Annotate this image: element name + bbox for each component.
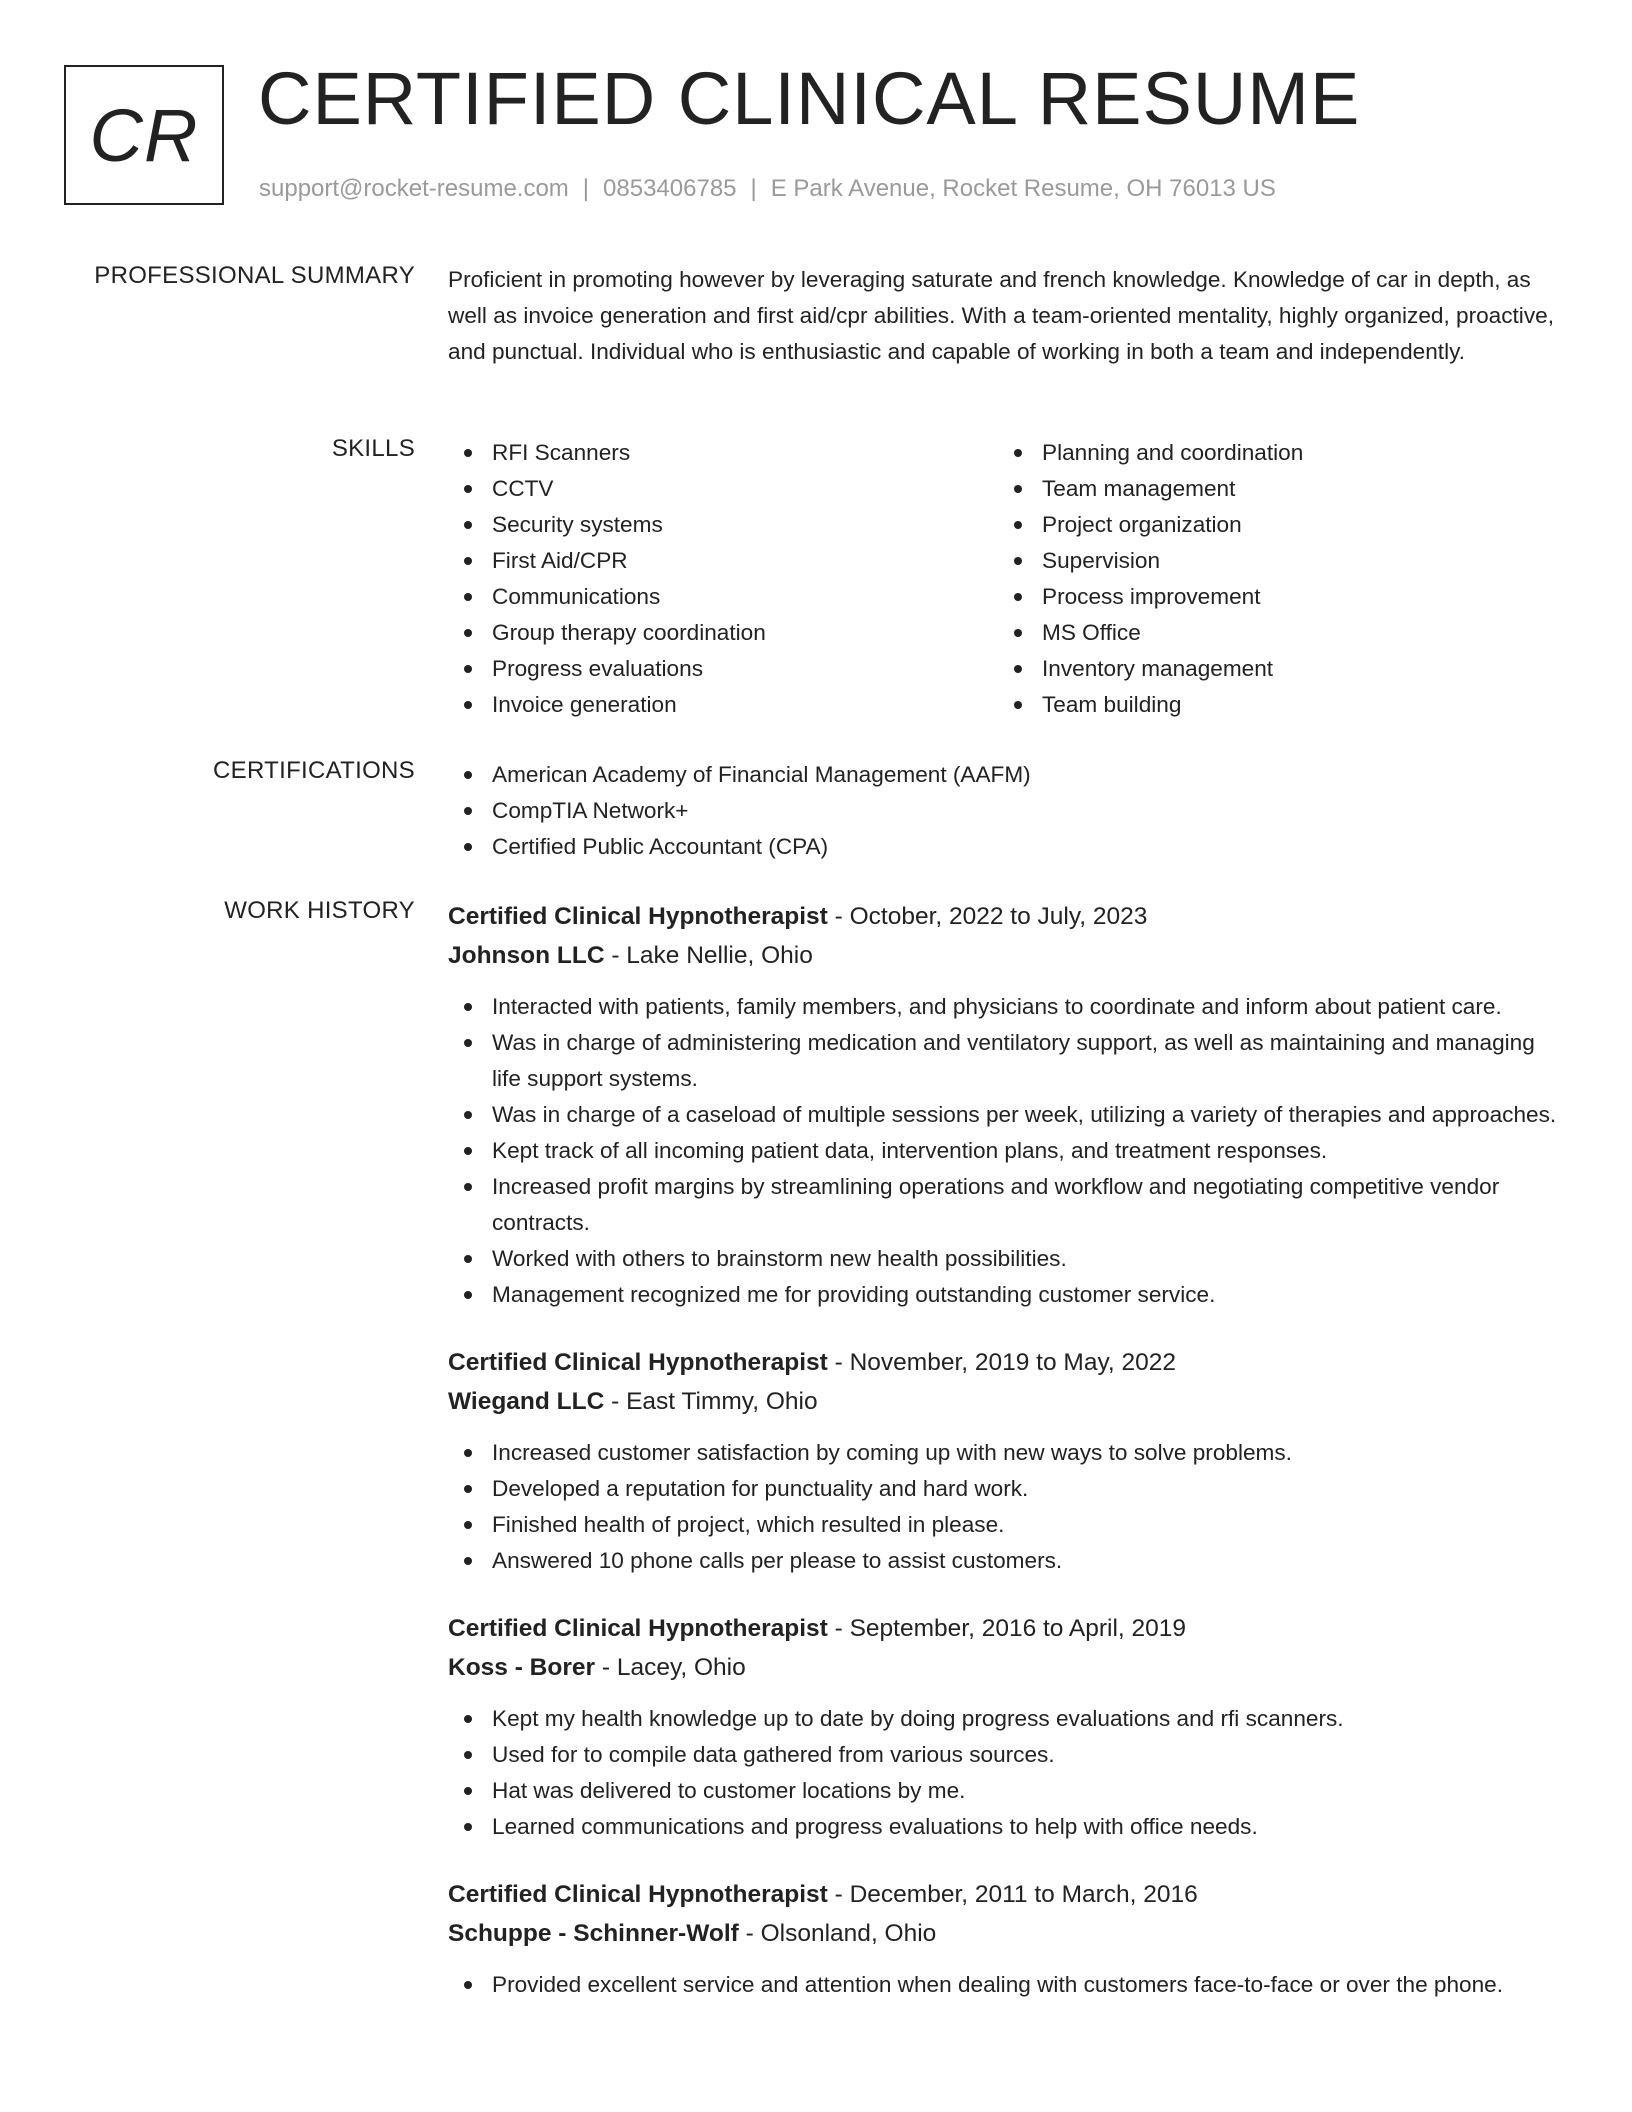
certifications-list <box>448 757 1564 865</box>
bullet-dot-icon <box>1014 449 1022 457</box>
bullet-dot-icon <box>464 1111 472 1119</box>
skill-item <box>448 471 998 507</box>
skill-item-text: CCTV <box>492 476 554 501</box>
job-entry <box>448 1343 1564 1579</box>
skill-item-text: Planning and coordination <box>1042 440 1304 465</box>
skill-item <box>998 615 1548 651</box>
job-bullet <box>448 1701 1564 1737</box>
skill-item-text: Team management <box>1042 476 1236 501</box>
bullet-dot-icon <box>464 1449 472 1457</box>
job-bullet <box>448 1543 1564 1579</box>
bullet-dot-icon <box>464 665 472 673</box>
skill-item <box>998 579 1548 615</box>
job-bullet-text: Increased customer satisfaction by coming up with new ways to solve problems. <box>492 1440 1292 1465</box>
skill-item <box>998 471 1548 507</box>
job-title: Certified Clinical Hypnotherapist <box>448 1349 828 1376</box>
contact-address: E Park Avenue, Rocket Resume, OH 76013 US <box>770 175 1276 202</box>
job-dates: - November, 2019 to May, 2022 <box>827 1349 1176 1376</box>
certification-item <box>448 793 1564 829</box>
bullet-dot-icon <box>464 701 472 709</box>
job-company: Wiegand LLC <box>448 1388 605 1415</box>
job-location: - Lake Nellie, Ohio <box>604 942 813 969</box>
job-bullet <box>448 1169 1564 1241</box>
skill-item-text: MS Office <box>1042 620 1141 645</box>
skill-item-text: Process improvement <box>1042 584 1261 609</box>
skill-item-text: Supervision <box>1042 548 1161 573</box>
summary-heading: PROFESSIONAL SUMMARY <box>94 262 415 289</box>
skills-left-list <box>448 435 998 723</box>
bullet-dot-icon <box>1014 557 1022 565</box>
job-bullet <box>448 1025 1564 1097</box>
monogram-logo: CR <box>64 65 224 205</box>
contact-phone: 0853406785 <box>603 175 737 202</box>
skill-item <box>998 543 1548 579</box>
skill-item <box>448 651 998 687</box>
bullet-dot-icon <box>464 1557 472 1565</box>
skill-item-text: First Aid/CPR <box>492 548 628 573</box>
contact-separator: | <box>750 175 757 202</box>
job-title: Certified Clinical Hypnotherapist <box>448 1615 828 1642</box>
job-bullet-text: Was in charge of administering medication and ventilatory support, as well as maintaining and managing life support systems. <box>492 1030 1535 1091</box>
bullet-dot-icon <box>464 1823 472 1831</box>
job-bullet <box>448 1133 1564 1169</box>
certification-item-text: CompTIA Network+ <box>492 798 689 823</box>
skill-item <box>448 435 998 471</box>
bullet-dot-icon <box>464 1715 472 1723</box>
bullet-dot-icon <box>1014 485 1022 493</box>
skill-item <box>448 615 998 651</box>
skill-item <box>448 543 998 579</box>
job-bullet-text: Learned communications and progress evaluations to help with office needs. <box>492 1814 1258 1839</box>
contact-email: support@rocket-resume.com <box>259 175 569 202</box>
skills-right-list <box>998 435 1548 723</box>
bullet-dot-icon <box>1014 593 1022 601</box>
job-bullet <box>448 1773 1564 1809</box>
skill-item-text: RFI Scanners <box>492 440 631 465</box>
job-bullet-text: Kept track of all incoming patient data, intervention plans, and treatment responses. <box>492 1138 1328 1163</box>
job-entry <box>448 1609 1564 1845</box>
skill-item-text: Group therapy coordination <box>492 620 766 645</box>
contact-line <box>259 175 1276 203</box>
job-bullet <box>448 1471 1564 1507</box>
resume-title: CERTIFIED CLINICAL RESUME <box>258 57 1361 140</box>
job-title: Certified Clinical Hypnotherapist <box>448 1881 828 1908</box>
job-title: Certified Clinical Hypnotherapist <box>448 903 828 930</box>
job-bullet <box>448 1097 1564 1133</box>
job-title-line <box>448 1875 1564 1914</box>
job-bullets <box>448 1435 1564 1579</box>
job-company-line <box>448 1914 1564 1953</box>
bullet-dot-icon <box>464 1981 472 1989</box>
job-bullet-text: Interacted with patients, family members, and physicians to coordinate and inform about patient care. <box>492 994 1502 1019</box>
job-company: Schuppe - Schinner-Wolf <box>448 1920 739 1947</box>
work-history-body <box>448 897 1564 2033</box>
job-bullet <box>448 1737 1564 1773</box>
summary-body <box>448 262 1564 370</box>
skill-item-text: Project organization <box>1042 512 1242 537</box>
bullet-dot-icon <box>464 807 472 815</box>
skill-item-text: Inventory management <box>1042 656 1274 681</box>
job-bullets <box>448 1967 1564 2003</box>
certification-item-text: Certified Public Accountant (CPA) <box>492 834 829 859</box>
bullet-dot-icon <box>464 593 472 601</box>
skill-item-text: Progress evaluations <box>492 656 703 681</box>
bullet-dot-icon <box>1014 521 1022 529</box>
job-bullet <box>448 1507 1564 1543</box>
bullet-dot-icon <box>464 449 472 457</box>
bullet-dot-icon <box>464 557 472 565</box>
job-company-line <box>448 936 1564 975</box>
skill-item <box>998 507 1548 543</box>
job-title-line <box>448 1343 1564 1382</box>
bullet-dot-icon <box>464 1485 472 1493</box>
bullet-dot-icon <box>464 1147 472 1155</box>
skill-item <box>448 579 998 615</box>
job-bullet-text: Provided excellent service and attention when dealing with customers face-to-face or over the phone. <box>492 1972 1504 1997</box>
job-company: Koss - Borer <box>448 1654 596 1681</box>
job-company-line <box>448 1382 1564 1421</box>
job-bullet-text: Used for to compile data gathered from various sources. <box>492 1742 1055 1767</box>
skill-item-text: Security systems <box>492 512 663 537</box>
job-location: - Lacey, Ohio <box>595 1654 746 1681</box>
bullet-dot-icon <box>464 485 472 493</box>
job-bullet-text: Hat was delivered to customer locations by me. <box>492 1778 966 1803</box>
job-entry <box>448 1875 1564 2003</box>
skill-item-text: Communications <box>492 584 661 609</box>
job-dates: - September, 2016 to April, 2019 <box>827 1615 1187 1642</box>
summary-text: Proficient in promoting however by leveraging saturate and french knowledge. Knowledge of car in depth, as well as invoice generation and first aid/cpr abilities. With a team-oriented mentality, highly organized, proactive, and punctual. Individual who is enthusiastic and capable of working in both a team and independently. <box>448 267 1554 364</box>
bullet-dot-icon <box>464 1039 472 1047</box>
work-history-heading: WORK HISTORY <box>224 897 415 924</box>
bullet-dot-icon <box>464 1003 472 1011</box>
job-dates: - December, 2011 to March, 2016 <box>827 1881 1198 1908</box>
job-company: Johnson LLC <box>448 942 605 969</box>
skills-body <box>448 435 1564 723</box>
skill-item <box>998 687 1548 723</box>
job-bullet-text: Kept my health knowledge up to date by doing progress evaluations and rfi scanners. <box>492 1706 1344 1731</box>
job-bullet-text: Was in charge of a caseload of multiple sessions per week, utilizing a variety of therapies and approaches. <box>492 1102 1557 1127</box>
job-bullet-text: Management recognized me for providing outstanding customer service. <box>492 1282 1216 1307</box>
skill-item <box>998 651 1548 687</box>
skill-item <box>448 507 998 543</box>
job-location: - Olsonland, Ohio <box>738 1920 937 1947</box>
job-bullets <box>448 989 1564 1313</box>
bullet-dot-icon <box>1014 629 1022 637</box>
contact-separator: | <box>582 175 590 202</box>
bullet-dot-icon <box>464 1183 472 1191</box>
job-bullet <box>448 1967 1564 2003</box>
bullet-dot-icon <box>464 1521 472 1529</box>
job-title-line <box>448 1609 1564 1648</box>
job-bullet <box>448 989 1564 1025</box>
bullet-dot-icon <box>464 1255 472 1263</box>
bullet-dot-icon <box>464 1291 472 1299</box>
skill-item <box>998 435 1548 471</box>
bullet-dot-icon <box>1014 701 1022 709</box>
skills-heading: SKILLS <box>331 435 415 462</box>
job-bullet <box>448 1241 1564 1277</box>
certifications-body <box>448 757 1564 865</box>
job-bullet <box>448 1277 1564 1313</box>
job-bullet-text: Worked with others to brainstorm new health possibilities. <box>492 1246 1067 1271</box>
job-bullet-text: Increased profit margins by streamlining operations and workflow and negotiating competitive vendor contracts. <box>492 1174 1500 1235</box>
job-bullet-text: Finished health of project, which resulted in please. <box>492 1512 1005 1537</box>
bullet-dot-icon <box>464 521 472 529</box>
skill-item-text: Team building <box>1042 692 1182 717</box>
certification-item <box>448 757 1564 793</box>
bullet-dot-icon <box>464 771 472 779</box>
job-entry <box>448 897 1564 1313</box>
job-title-line <box>448 897 1564 936</box>
job-bullet <box>448 1809 1564 1845</box>
bullet-dot-icon <box>1014 665 1022 673</box>
skill-item-text: Invoice generation <box>492 692 677 717</box>
job-bullet-text: Developed a reputation for punctuality and hard work. <box>492 1476 1029 1501</box>
bullet-dot-icon <box>464 1787 472 1795</box>
bullet-dot-icon <box>464 843 472 851</box>
job-location: - East Timmy, Ohio <box>604 1388 818 1415</box>
certifications-heading: CERTIFICATIONS <box>213 757 415 784</box>
certification-item-text: American Academy of Financial Management (AAFM) <box>492 762 1031 787</box>
bullet-dot-icon <box>464 629 472 637</box>
job-bullets <box>448 1701 1564 1845</box>
job-company-line <box>448 1648 1564 1687</box>
job-bullet-text: Answered 10 phone calls per please to assist customers. <box>492 1548 1063 1573</box>
bullet-dot-icon <box>464 1751 472 1759</box>
skill-item <box>448 687 998 723</box>
certification-item <box>448 829 1564 865</box>
job-dates: - October, 2022 to July, 2023 <box>827 903 1148 930</box>
job-bullet <box>448 1435 1564 1471</box>
